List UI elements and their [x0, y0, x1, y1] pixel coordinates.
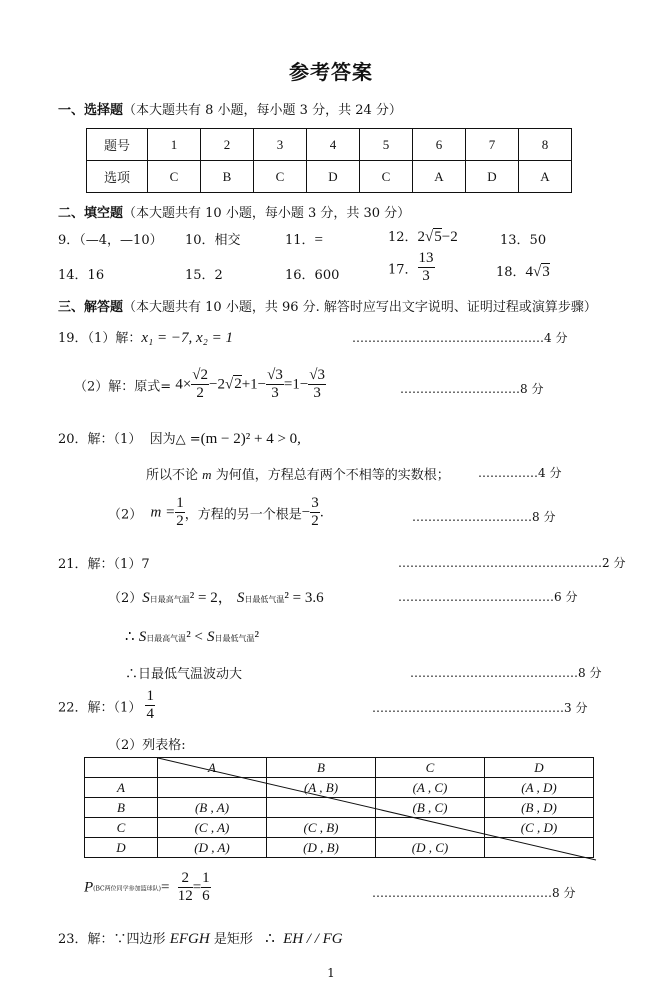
page-title: 参考答案: [289, 60, 373, 84]
table-cell: 题号: [87, 129, 148, 161]
choice-answer-table: [86, 128, 572, 193]
section-2-heading: 二、填空题（本大题共有 10 小题，每小题 3 分，共 30 分）: [58, 206, 411, 221]
answer-q14: 14．16: [58, 268, 105, 283]
q21-part2: （2）S日最高气温² = 2， S日最低气温² = 3.6: [108, 590, 324, 606]
table-cell: 3: [254, 129, 307, 161]
q20-score1: ……………4 分: [478, 466, 562, 480]
table-cell: C: [254, 161, 307, 193]
table-cell: 5: [360, 129, 413, 161]
q19-score2: …………………………8 分: [400, 382, 544, 396]
q20-score2: …………………………8 分: [412, 510, 556, 524]
answer-q15: 15．2: [185, 268, 223, 283]
table-header-cell: D: [485, 758, 594, 778]
table-cell: (D , C): [376, 838, 485, 858]
table-cell: (A , D): [485, 778, 594, 798]
table-header-cell: A: [158, 758, 267, 778]
table-cell: A: [413, 161, 466, 193]
table-cell: 1: [148, 129, 201, 161]
q22-score2: ………………………………………8 分: [372, 886, 576, 900]
q21-comparison: ∴ S日最高气温² < S日最低气温²: [125, 629, 260, 645]
table-cell: 6: [413, 129, 466, 161]
table-cell: 8: [519, 129, 572, 161]
answer-q9: 9．（—4，—10）: [58, 233, 163, 248]
answer-q18: 18．4√3: [496, 264, 550, 280]
row-header-cell: C: [85, 818, 158, 838]
answer-q17: 17． $\frac{13}{3}$: [388, 250, 434, 285]
q21-score1: ……………………………………………2 分: [398, 556, 626, 570]
table-cell: D: [307, 161, 360, 193]
table-row: [87, 129, 572, 161]
answer-q12: 12．2√5−2: [388, 229, 458, 245]
q21-score2: …………………………………6 分: [398, 590, 578, 604]
q19-part1: 19．（1）解：x₁ = −7, x₂ = 1: [58, 330, 233, 346]
section-1-heading: 一、选择题（本大题共有 8 小题，每小题 3 分，共 24 分）: [58, 103, 402, 118]
table-row: [87, 161, 572, 193]
q22-probability: P(BC两位同学参加篮球队)= $\frac{2}{12}$ = $\frac{1}{6}$: [84, 870, 210, 905]
q22-part1: 22．解：（1） $\frac{1}{4}$: [58, 688, 154, 723]
table-cell: (C , B): [267, 818, 376, 838]
table-cell: C: [148, 161, 201, 193]
table-cell: (B , A): [158, 798, 267, 818]
page-number: 1: [327, 966, 335, 980]
q19-part2: （2）解：原式= 4× $\frac{√2}{2}$ −2√2+1− $\frac{√3}{3}$ =1− $\frac{√3}{3}$: [74, 367, 326, 402]
q20-part1: 20．解：（1） 因为△ =(m − 2)² + 4 > 0,: [58, 431, 301, 447]
answer-q16: 16．600: [285, 268, 340, 283]
table-cell: [85, 758, 158, 778]
table-cell: (B , C): [376, 798, 485, 818]
table-cell: 2: [201, 129, 254, 161]
table-header-cell: B: [267, 758, 376, 778]
q23-start: 23．解：∵四边形 EFGH 是矩形 ∴ EH / / FG: [58, 931, 343, 947]
table-cell: (C , D): [485, 818, 594, 838]
table-cell: (C , A): [158, 818, 267, 838]
table-cell: (D , A): [158, 838, 267, 858]
table-cell: D: [466, 161, 519, 193]
table-cell: (D , B): [267, 838, 376, 858]
q22-score1: …………………………………………3 分: [372, 701, 588, 715]
row-header-cell: A: [85, 778, 158, 798]
row-header-cell: B: [85, 798, 158, 818]
table-cell: B: [201, 161, 254, 193]
q20-part1-conclusion: 所以不论 m 为何值，方程总有两个不相等的实数根；: [146, 467, 450, 483]
table-cell: (A , B): [267, 778, 376, 798]
table-cell: A: [519, 161, 572, 193]
q21-part1: 21．解：（1）7: [58, 557, 150, 572]
answer-q10: 10．相交: [185, 233, 241, 248]
q21-score3: ……………………………………8 分: [410, 666, 602, 680]
table-cell: (B , D): [485, 798, 594, 818]
q21-conclusion: ∴日最低气温波动大: [125, 667, 243, 682]
table-cell: C: [360, 161, 413, 193]
table-cell: (A , C): [376, 778, 485, 798]
answer-q13: 13．50: [500, 233, 547, 248]
table-cell: 选项: [87, 161, 148, 193]
table-cell: 4: [307, 129, 360, 161]
row-header-cell: D: [85, 838, 158, 858]
q20-part2: （2） m = $\frac{1}{2}$ ，方程的另一个根是− $\frac{3}{2}$ .: [108, 495, 324, 530]
table-diagonal-line: [157, 757, 597, 861]
table-cell: 7: [466, 129, 519, 161]
q22-part2-label: （2）列表格:: [108, 738, 186, 753]
q19-score1: …………………………………………4 分: [352, 331, 568, 345]
answer-q11: 11．=: [285, 232, 324, 248]
table-header-cell: C: [376, 758, 485, 778]
section-3-heading: 三、解答题（本大题共有 10 小题，共 96 分. 解答时应写出文字说明、证明过程或演算步骤）: [58, 300, 597, 315]
